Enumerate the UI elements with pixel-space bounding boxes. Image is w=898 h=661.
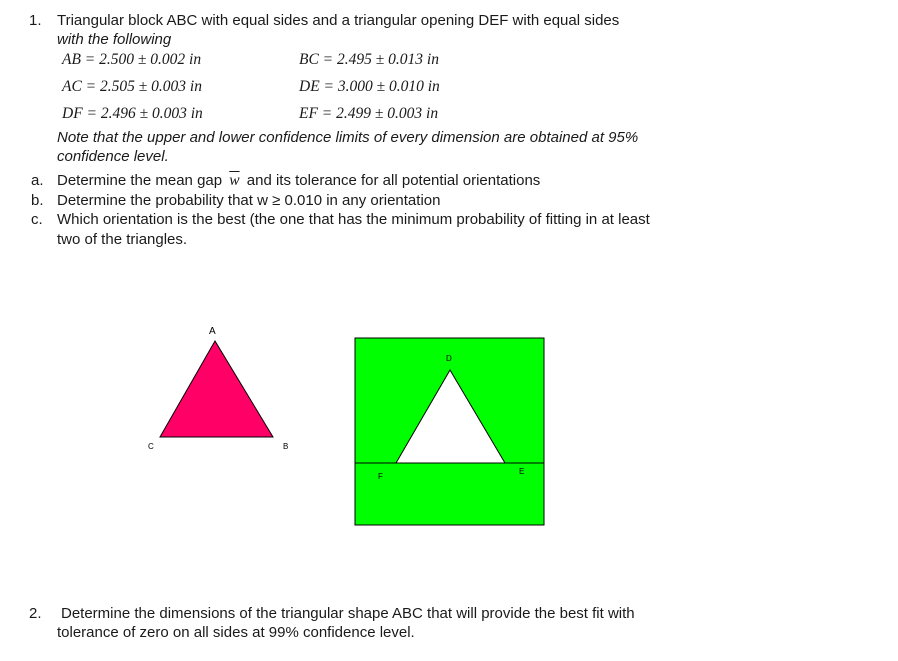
problem-2-line-2: tolerance of zero on all sides at 99% confidence level. xyxy=(57,624,415,641)
dimension-ab-text: AB = 2.500 ± 0.002 in xyxy=(62,51,202,68)
triangle-abc xyxy=(160,341,273,437)
dimension-de-text: DE = 3.000 ± 0.010 in xyxy=(299,78,440,95)
problem-1-intro-line-1: Triangular block ABC with equal sides and a triangular opening DEF with equal sides xyxy=(57,12,620,29)
problem-2-number: 2. xyxy=(29,605,42,622)
problem-1-number: 1. xyxy=(29,12,42,29)
dimension-ef-text: EF = 2.499 ± 0.003 in xyxy=(299,105,439,122)
part-b-text-pre: Determine the probability that xyxy=(57,192,258,209)
part-b-marker: b. xyxy=(31,192,44,209)
mean-gap-symbol-text: $\overline{w}$ xyxy=(229,172,240,189)
gap-inequality: w ≥ 0.010 xyxy=(257,192,323,209)
label-a: A xyxy=(209,326,216,337)
part-c-text-line-2: two of the triangles. xyxy=(57,231,188,248)
label-e: E xyxy=(519,467,525,476)
part-a-marker: a. xyxy=(31,172,44,189)
dimension-ac-text: AC = 2.505 ± 0.003 in xyxy=(62,78,202,95)
confidence-note-line-1: Note that the upper and lower confidence limits of every dimension are obtained at 95% xyxy=(57,129,639,146)
label-d: D xyxy=(446,354,452,363)
dimension-df-text: DF = 2.496 ± 0.003 in xyxy=(62,105,203,122)
part-b-text-post: in any orientation xyxy=(322,192,441,209)
part-c-text-line-1: Which orientation is the best (the one that has the minimum probability of fitting in at least xyxy=(57,211,650,228)
label-f: F xyxy=(378,472,383,481)
part-a-text-pre: Determine the mean gap xyxy=(57,172,227,189)
label-c: C xyxy=(148,442,154,451)
confidence-note-line-2: confidence level. xyxy=(57,148,169,165)
dimension-bc-text: BC = 2.495 ± 0.013 in xyxy=(299,51,439,68)
label-b: B xyxy=(283,442,289,451)
part-a-text-post: and its tolerance for all potential orientations xyxy=(242,172,541,189)
problem-1-intro-line-2: with the following xyxy=(57,31,172,48)
problem-2-line-1: Determine the dimensions of the triangular shape ABC that will provide the best fit with xyxy=(61,605,635,622)
part-c-marker: c. xyxy=(31,211,43,228)
